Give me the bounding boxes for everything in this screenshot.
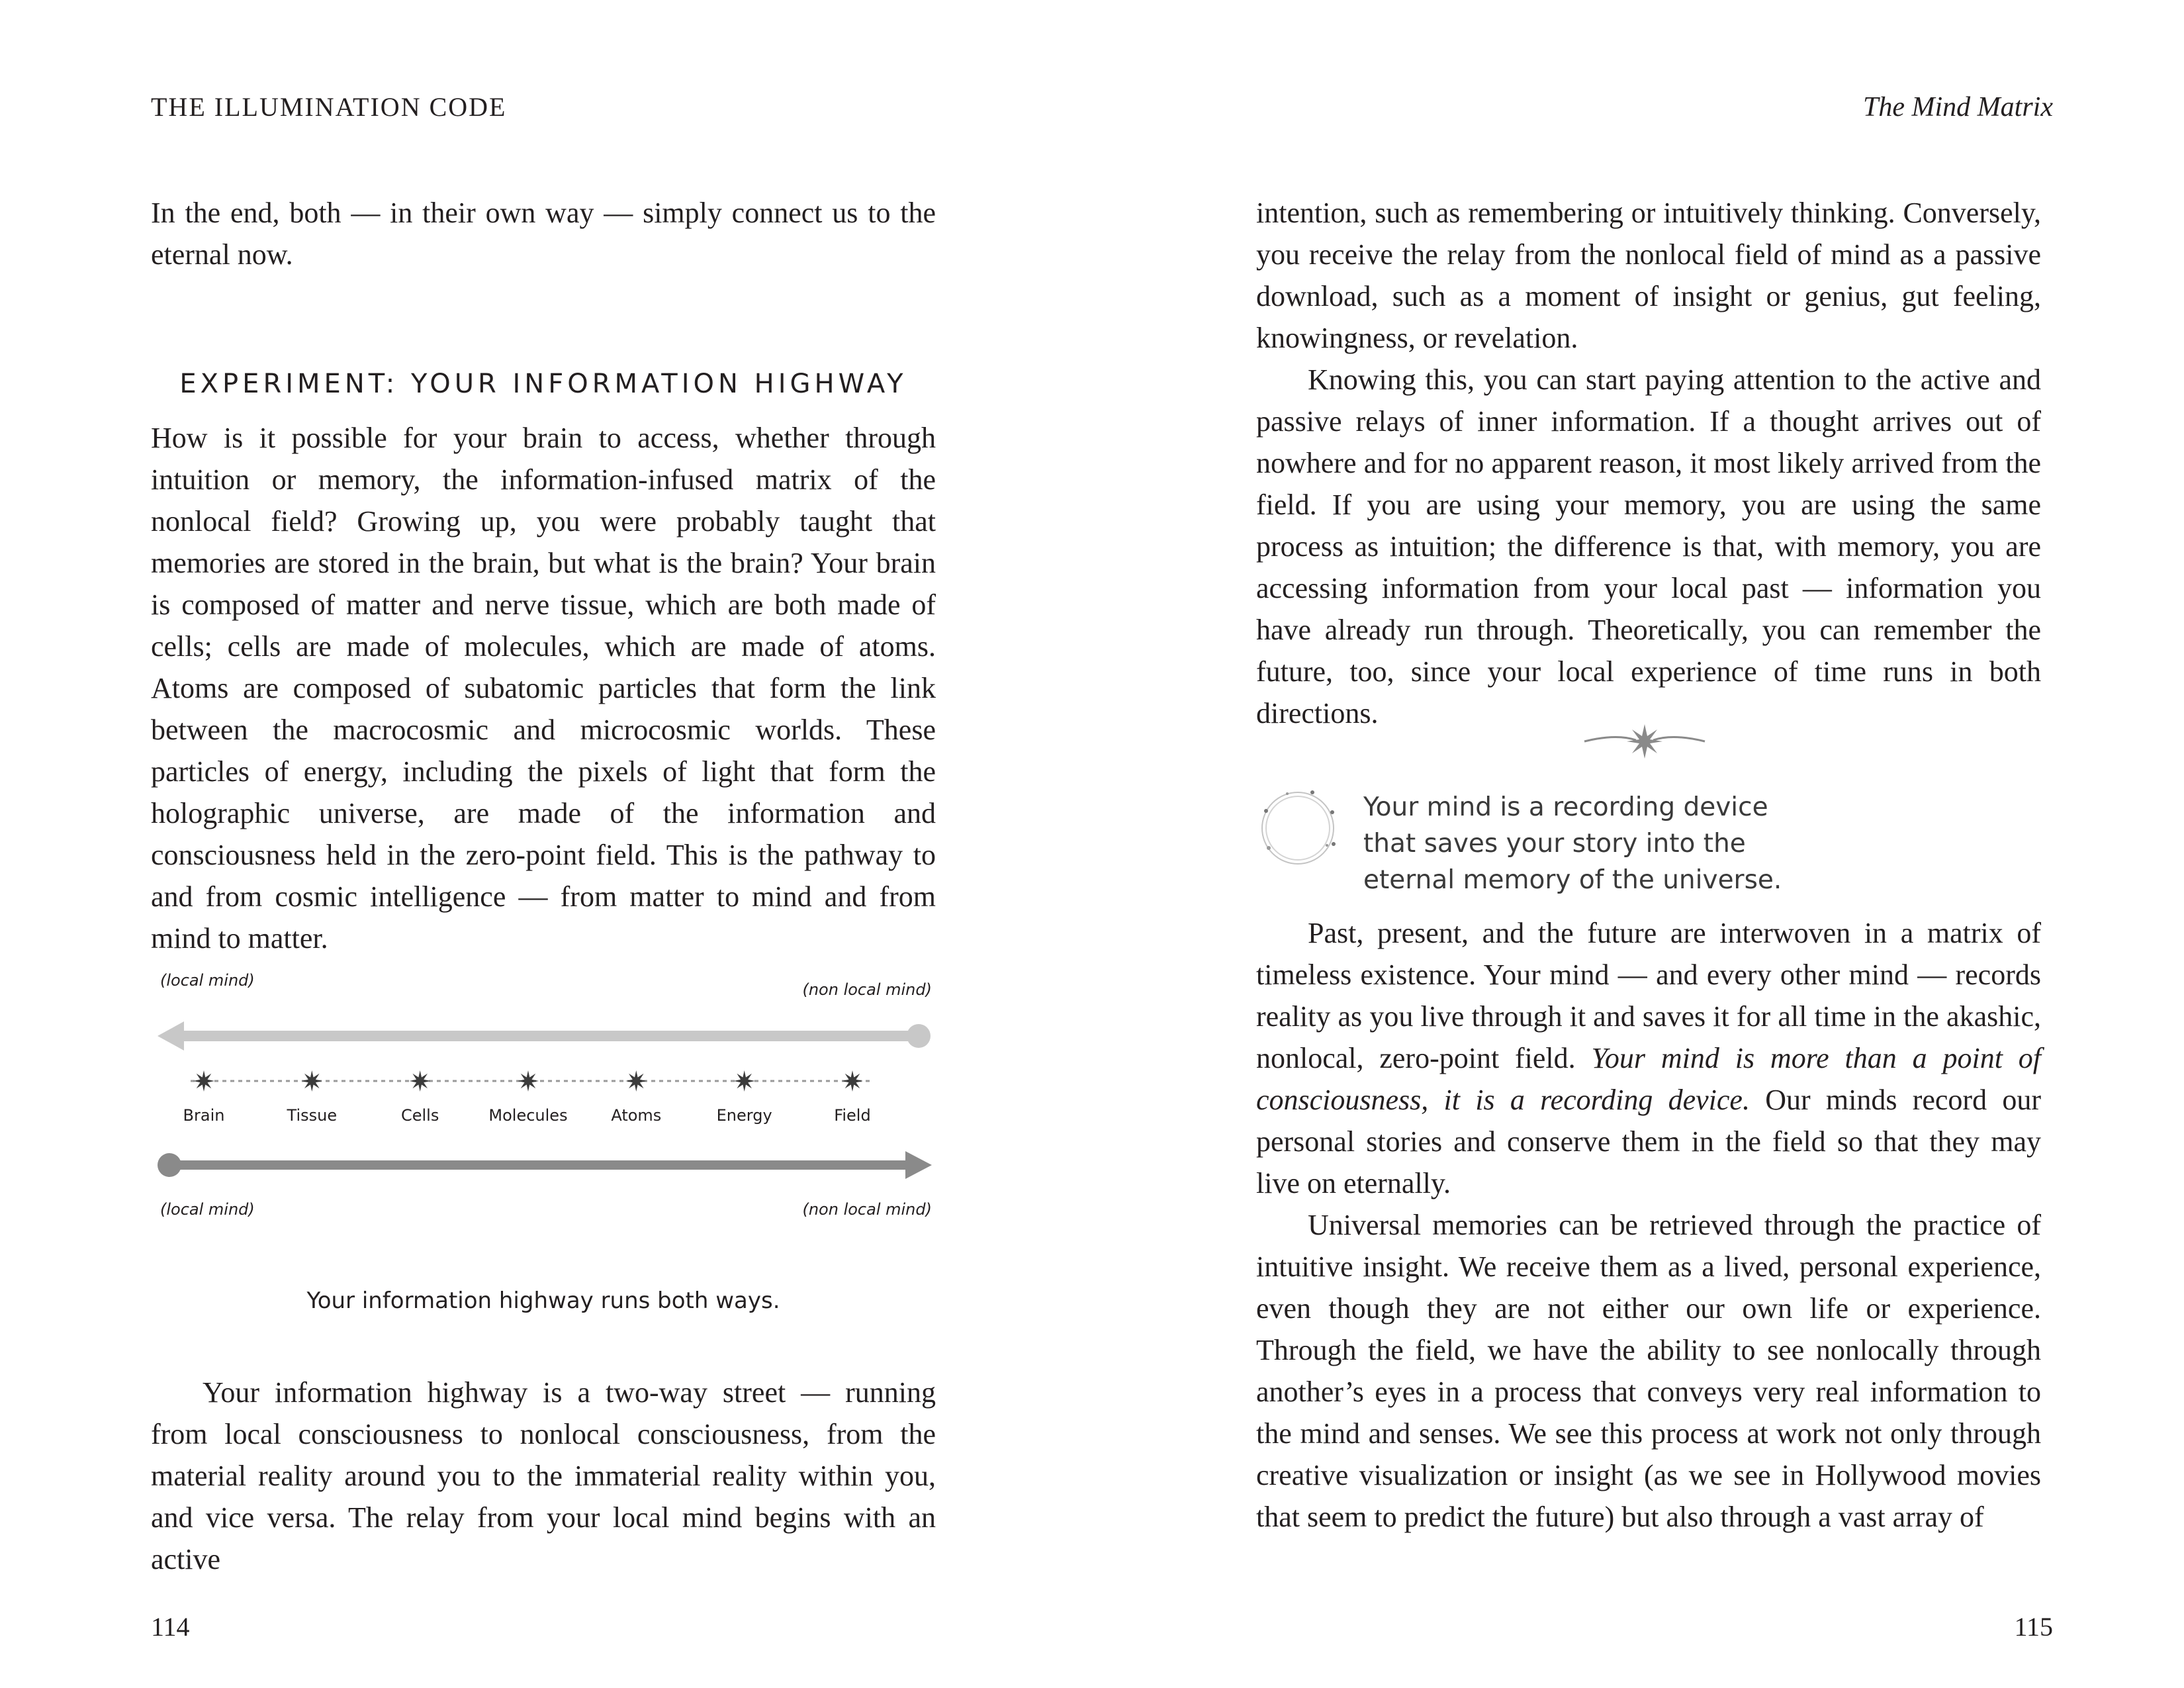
upper-arrow-end-dot <box>907 1024 931 1048</box>
node-star-molecules <box>518 1070 539 1092</box>
paragraph-4: Universal memories can be retrieved through the practice of intuitive insight. We receive them as a lived, personal experience, even though they are not either our own life or experience. Through the field, we have the ability to see nonlocally through another’s eyes in a process that conveys very real information to the mind and senses. We see this process at work not only through creative visualization or insight (as we see in Hollywood movies that seem to predict the future) but also through a vast array of <box>1256 1209 2041 1533</box>
node-label-energy: Energy <box>716 1106 772 1125</box>
closing-paragraph <box>151 1372 936 1580</box>
node-label-atoms: Atoms <box>611 1106 662 1125</box>
diagram-bottom-left-label: (local mind) <box>160 1200 255 1219</box>
page-number-left: 114 <box>151 1612 190 1642</box>
running-head-book-title: THE ILLUMINATION CODE <box>151 92 507 122</box>
node-label-cells: Cells <box>400 1106 439 1125</box>
paragraph-3-start: Past, present, and the future are interwoven in a matrix of timeless existence. Your mind — and every other mind — records reality as you live through it and saves it for all time in the akashic, nonlocal, zero-point field. <box>1256 917 2041 1074</box>
experiment-paragraph <box>151 417 936 959</box>
opening-paragraph <box>151 192 936 275</box>
right-upper-text <box>1256 192 2041 734</box>
right-page <box>1092 0 2184 1688</box>
node-star-energy <box>734 1070 755 1092</box>
paragraph-3 <box>1256 912 2041 1204</box>
paragraph-3-end: Our minds record our personal stories and conserve them in the field so that they may live on eternally. <box>1256 1084 2041 1199</box>
section-heading: EXPERIMENT: YOUR INFORMATION HIGHWAY <box>179 369 907 399</box>
lower-arrow-head <box>905 1151 932 1179</box>
node-label-field: Field <box>834 1106 871 1125</box>
experiment-paragraph-text: How is it possible for your brain to access, whether through intuition or memory, the information-infused matrix of the nonlocal field? Growing up, you were probably taught that memories are stored in the brain, but what is the brain? Your brain is composed of matter and nerve tissue, which are both made of cells; cells are made of molecules, which are made of atoms. Atoms are composed of subatomic particles that form the link between the macrocosmic and microcosmic worlds. These particles of energy, including the pixels of light that form the holographic universe, are made of the information and consciousness held in the zero-point field. This is the pathway to and from cosmic intelligence — from matter to mind and from mind to matter. <box>151 422 936 955</box>
diagram-top-right-label: (non local mind) <box>802 980 932 999</box>
node-group <box>183 1070 871 1125</box>
right-lower-text <box>1256 912 2041 1538</box>
orbit-circle-icon <box>1254 784 1342 872</box>
node-label-tissue: Tissue <box>287 1106 338 1125</box>
diagram-caption: Your information highway runs both ways. <box>306 1288 780 1314</box>
diagram-top-left-label: (local mind) <box>160 971 255 990</box>
node-label-molecules: Molecules <box>488 1106 568 1125</box>
diagram-bottom-right-label: (non local mind) <box>802 1200 932 1219</box>
closing-paragraph-text: Your information highway is a two-way street — running from local consciousness to nonlocal consciousness, from the material reality around you to the immaterial reality within you, and vice versa. The relay from your local mind begins with an active <box>151 1376 936 1575</box>
star-ornament-icon <box>1583 722 1706 761</box>
node-star-cells <box>410 1070 431 1092</box>
node-star-atoms <box>625 1070 647 1092</box>
node-star-brain <box>193 1070 214 1092</box>
node-star-tissue <box>301 1070 322 1092</box>
node-label-brain: Brain <box>183 1106 225 1125</box>
page-number-right: 115 <box>2014 1612 2053 1642</box>
opening-paragraph-text: In the end, both — in their own way — simply connect us to the eternal now. <box>151 197 936 271</box>
information-highway-diagram <box>151 970 938 1235</box>
paragraph-1: intention, such as remembering or intuitively thinking. Conversely, you receive the relay from the nonlocal field of mind as a passive download, such as a moment of insight or genius, gut feeling, knowingness, or revelation. <box>1256 197 2041 354</box>
paragraph-2: Knowing this, you can start paying attention to the active and passive relays of inner information. If a thought arrives out of nowhere and for no apparent reason, it most likely arrived from the field. If you are using your memory, you are using the same process as intuition; the difference is that, with memory, you are accessing information from your local past — information you have already run through. Theoretically, you can remember the future, too, since your local experience of time runs in both directions. <box>1256 363 2041 729</box>
running-head-chapter-title: The Mind Matrix <box>1863 92 2053 122</box>
paragraph-3-italic: Your mind is more than a point of consciousness, it is a recording device. <box>1256 1042 2041 1116</box>
node-star-field <box>842 1070 863 1092</box>
upper-arrow-head <box>158 1021 184 1051</box>
pull-quote: Your mind is a recording device that saves your story into the eternal memory of the universe. <box>1363 792 1782 895</box>
